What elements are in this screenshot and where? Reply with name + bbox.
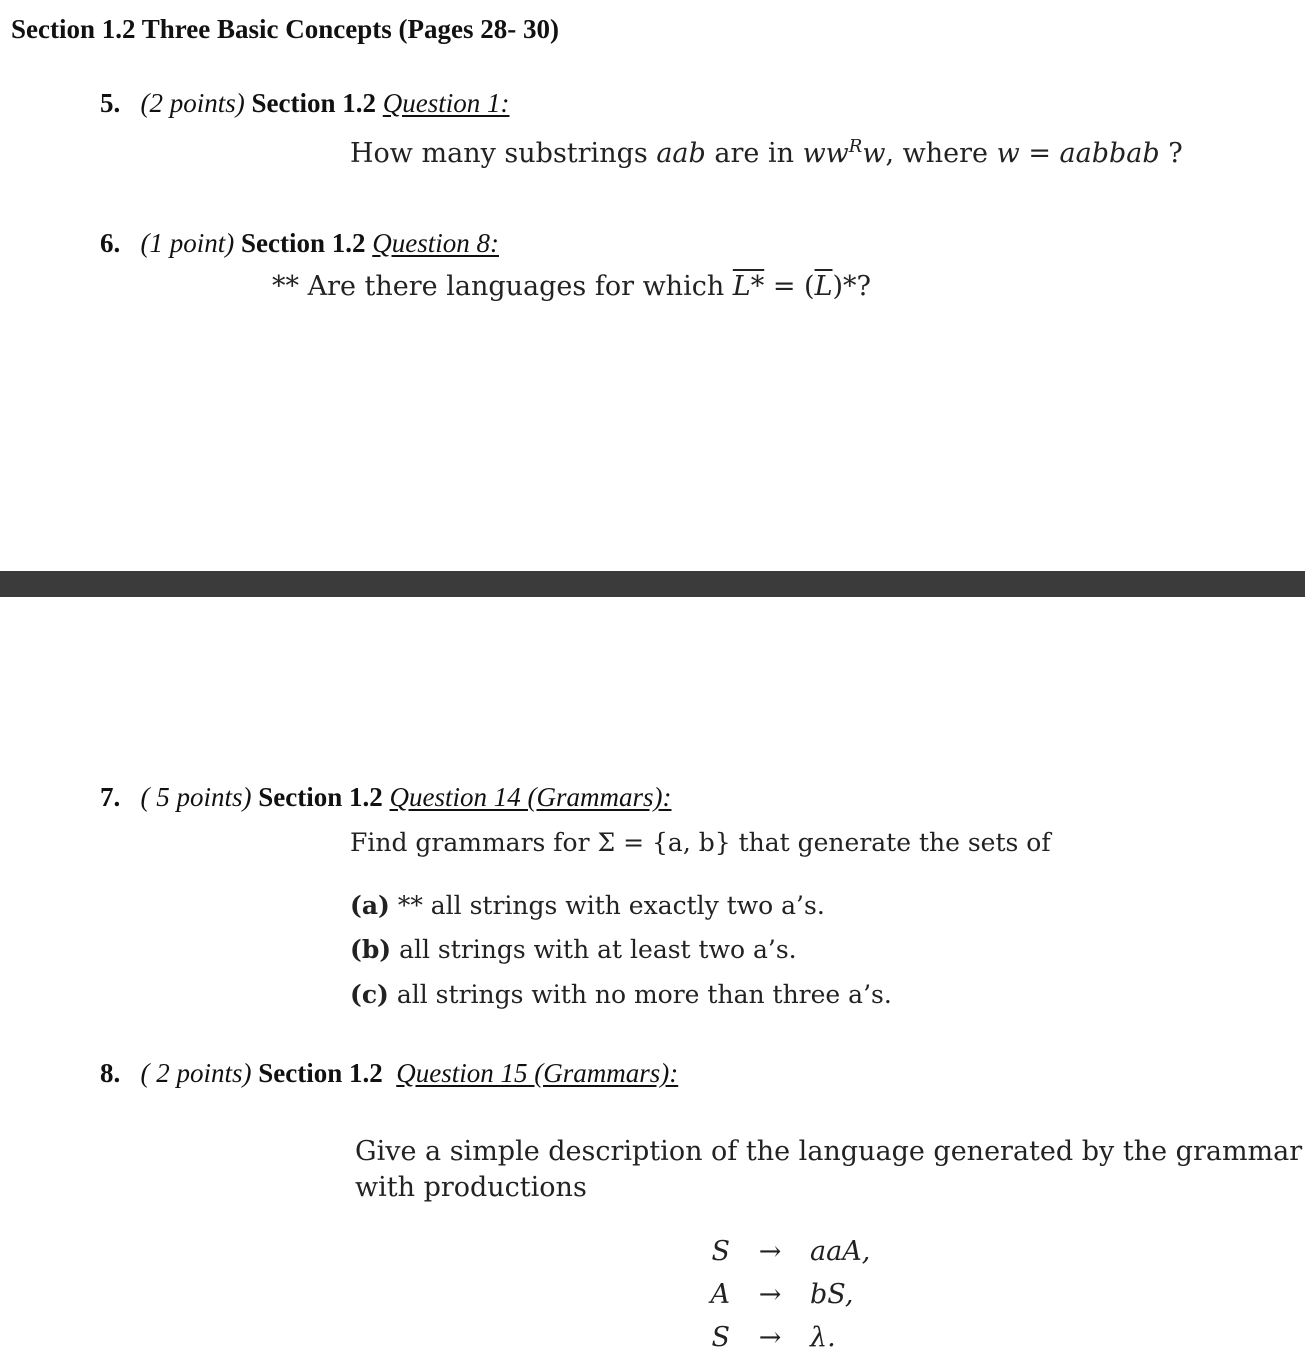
math: L* <box>732 271 765 302</box>
question-5-heading <box>100 88 509 119</box>
text: )*? <box>832 271 872 302</box>
text: = <box>1019 138 1060 169</box>
text: , where <box>885 138 997 169</box>
item-text: ** all strings with exactly two a’s. <box>397 891 825 920</box>
math: $\overline{L}$ <box>814 271 833 302</box>
production-row <box>690 1316 880 1359</box>
arrow-icon: → <box>758 1322 782 1353</box>
page-title: Section 1.2 Three Basic Concepts (Pages 28- 30) <box>11 14 559 44</box>
item-label: (a) <box>350 891 390 920</box>
question-number: 7. <box>100 782 121 812</box>
question-number: 8. <box>100 1058 121 1088</box>
math-superscript: R <box>848 136 863 157</box>
production-row <box>690 1273 880 1316</box>
grammar-productions <box>690 1230 880 1359</box>
arrow-icon: → <box>758 1236 782 1267</box>
page-divider <box>0 571 1305 597</box>
question-7-item-c <box>350 980 892 1009</box>
question-link[interactable]: Question 8: <box>372 228 499 258</box>
question-points: (2 points) <box>140 88 245 118</box>
question-points: ( 2 points) <box>140 1058 252 1088</box>
item-label: (b) <box>350 935 392 964</box>
text: ? <box>1159 138 1183 169</box>
math: w <box>862 138 886 169</box>
question-7-heading <box>100 782 671 813</box>
item-text: all strings with no more than three a’s. <box>396 980 892 1009</box>
question-6-text <box>272 271 871 302</box>
item-text: all strings with at least two a’s. <box>399 935 797 964</box>
question-number: 6. <box>100 228 121 258</box>
question-section: Section 1.2 <box>258 782 383 812</box>
question-5-text <box>350 136 1183 169</box>
question-link[interactable]: Question 15 (Grammars): <box>396 1058 679 1088</box>
question-7-intro: Find grammars for Σ = {a, b} that generate the sets of <box>350 828 1051 857</box>
question-8-line-2: with productions <box>355 1172 587 1203</box>
question-points: (1 point) <box>140 228 235 258</box>
text: = ( <box>764 271 815 302</box>
question-link[interactable]: Question 14 (Grammars): <box>389 782 672 812</box>
text: How many substrings <box>350 138 657 169</box>
question-7-item-b <box>350 935 797 964</box>
production-lhs: S <box>711 1322 730 1353</box>
production-rhs: aaA, <box>810 1236 871 1267</box>
question-8-line-1: Give a simple description of the language generated by the grammar <box>355 1136 1303 1167</box>
math: aabbab <box>1059 138 1160 169</box>
question-link[interactable]: Question 1: <box>382 88 510 118</box>
text: Are there languages for which <box>299 271 733 302</box>
question-section: Section 1.2 <box>241 228 366 258</box>
math: w <box>996 138 1020 169</box>
production-lhs: A <box>710 1279 730 1310</box>
question-section: Section 1.2 <box>251 88 376 118</box>
text: ** <box>272 271 299 302</box>
text: are in <box>705 138 803 169</box>
arrow-icon: → <box>758 1279 782 1310</box>
production-lhs: S <box>711 1236 730 1267</box>
question-number: 5. <box>100 88 121 118</box>
math: aab <box>656 138 706 169</box>
production-rhs: λ. <box>810 1322 836 1353</box>
question-8-heading <box>100 1058 678 1089</box>
item-label: (c) <box>350 980 389 1009</box>
math: ww <box>802 138 849 169</box>
question-6-heading <box>100 228 499 259</box>
production-row <box>690 1230 880 1273</box>
production-rhs: bS, <box>810 1279 854 1310</box>
question-points: ( 5 points) <box>140 782 252 812</box>
question-7-item-a <box>350 891 825 920</box>
question-section: Section 1.2 <box>258 1058 383 1088</box>
